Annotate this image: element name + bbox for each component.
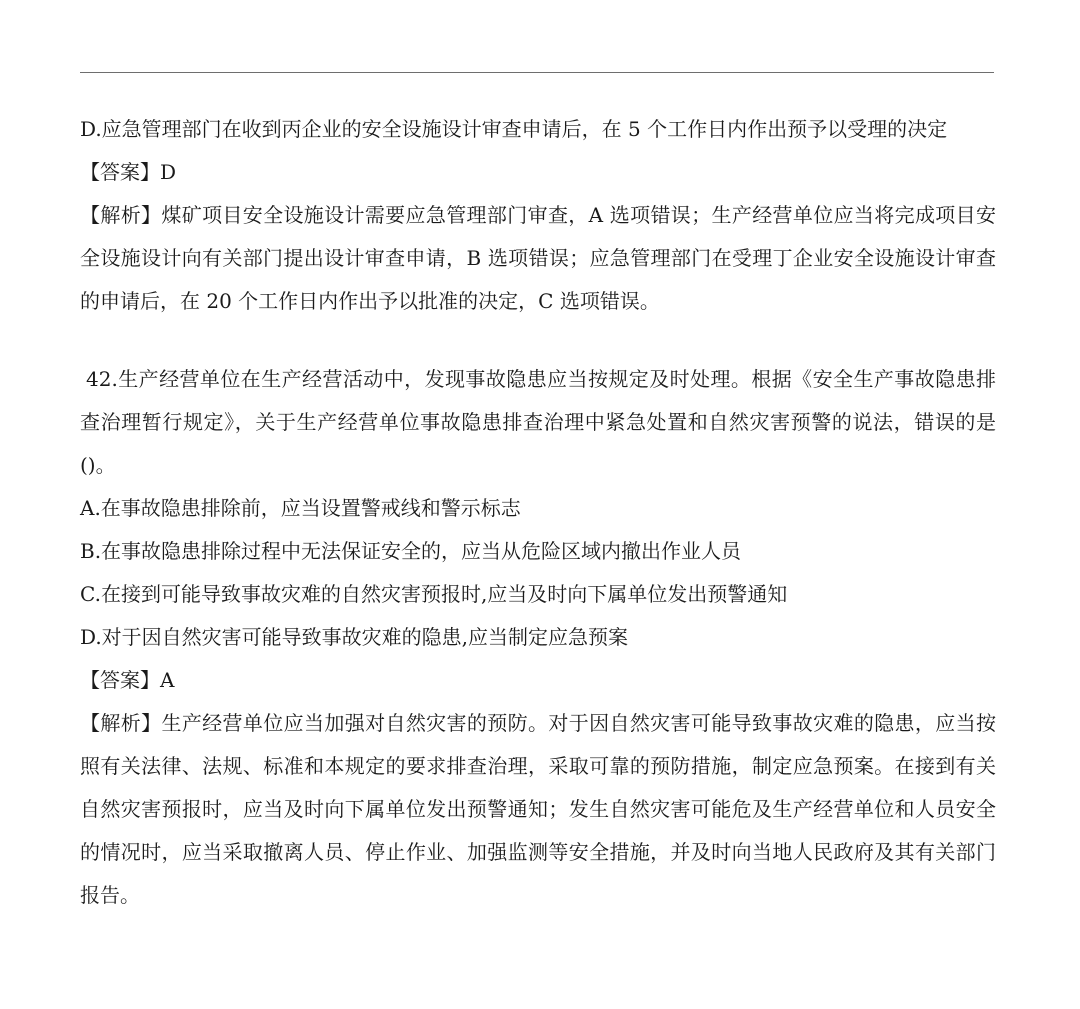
analysis-prev: 【解析】煤矿项目安全设施设计需要应急管理部门审查，A 选项错误；生产经营单位应当将完成项目安全设施设计向有关部门提出设计审查申请，B 选项错误；应急管理部门在受理丁企业安全设施设计审查的申请后，在 20 个工作日内作出予以批准的决定，C 选项错误。 <box>80 203 996 313</box>
document-body <box>80 108 996 917</box>
question-42-analysis: 【解析】生产经营单位应当加强对自然灾害的预防。对于因自然灾害可能导致事故灾难的隐患，应当按照有关法律、法规、标准和本规定的要求排查治理，采取可靠的预防措施，制定应急预案。在接到有关自然灾害预报时，应当及时向下属单位发出预警通知；发生自然灾害可能危及生产经营单位和人员安全的情况时，应当采取撤离人员、停止作业、加强监测等安全措施，并及时向当地人民政府及其有关部门报告。 <box>80 711 996 907</box>
question-42-option-b: B.在事故隐患排除过程中无法保证安全的，应当从危险区域内撤出作业人员 <box>80 539 742 563</box>
question-42-option-d: D.对于因自然灾害可能导致事故灾难的隐患,应当制定应急预案 <box>80 625 629 649</box>
section-gap <box>80 323 996 358</box>
option-d-prev: D.应急管理部门在收到丙企业的安全设施设计审查申请后，在 5 个工作日内作出预予以受理的决定 <box>80 117 948 141</box>
question-42-stem: 42.生产经营单位在生产经营活动中，发现事故隐患应当按规定及时处理。根据《安全生产事故隐患排查治理暂行规定》，关于生产经营单位事故隐患排查治理中紧急处置和自然灾害预警的说法，错误的是()。 <box>80 367 996 477</box>
question-42-option-a: A.在事故隐患排除前，应当设置警戒线和警示标志 <box>80 496 521 520</box>
question-42-answer: 【答案】A <box>80 668 175 692</box>
header-divider <box>80 72 994 73</box>
answer-prev: 【答案】D <box>80 160 177 184</box>
question-42-option-c: C.在接到可能导致事故灾难的自然灾害预报时,应当及时向下属单位发出预警通知 <box>80 582 788 606</box>
